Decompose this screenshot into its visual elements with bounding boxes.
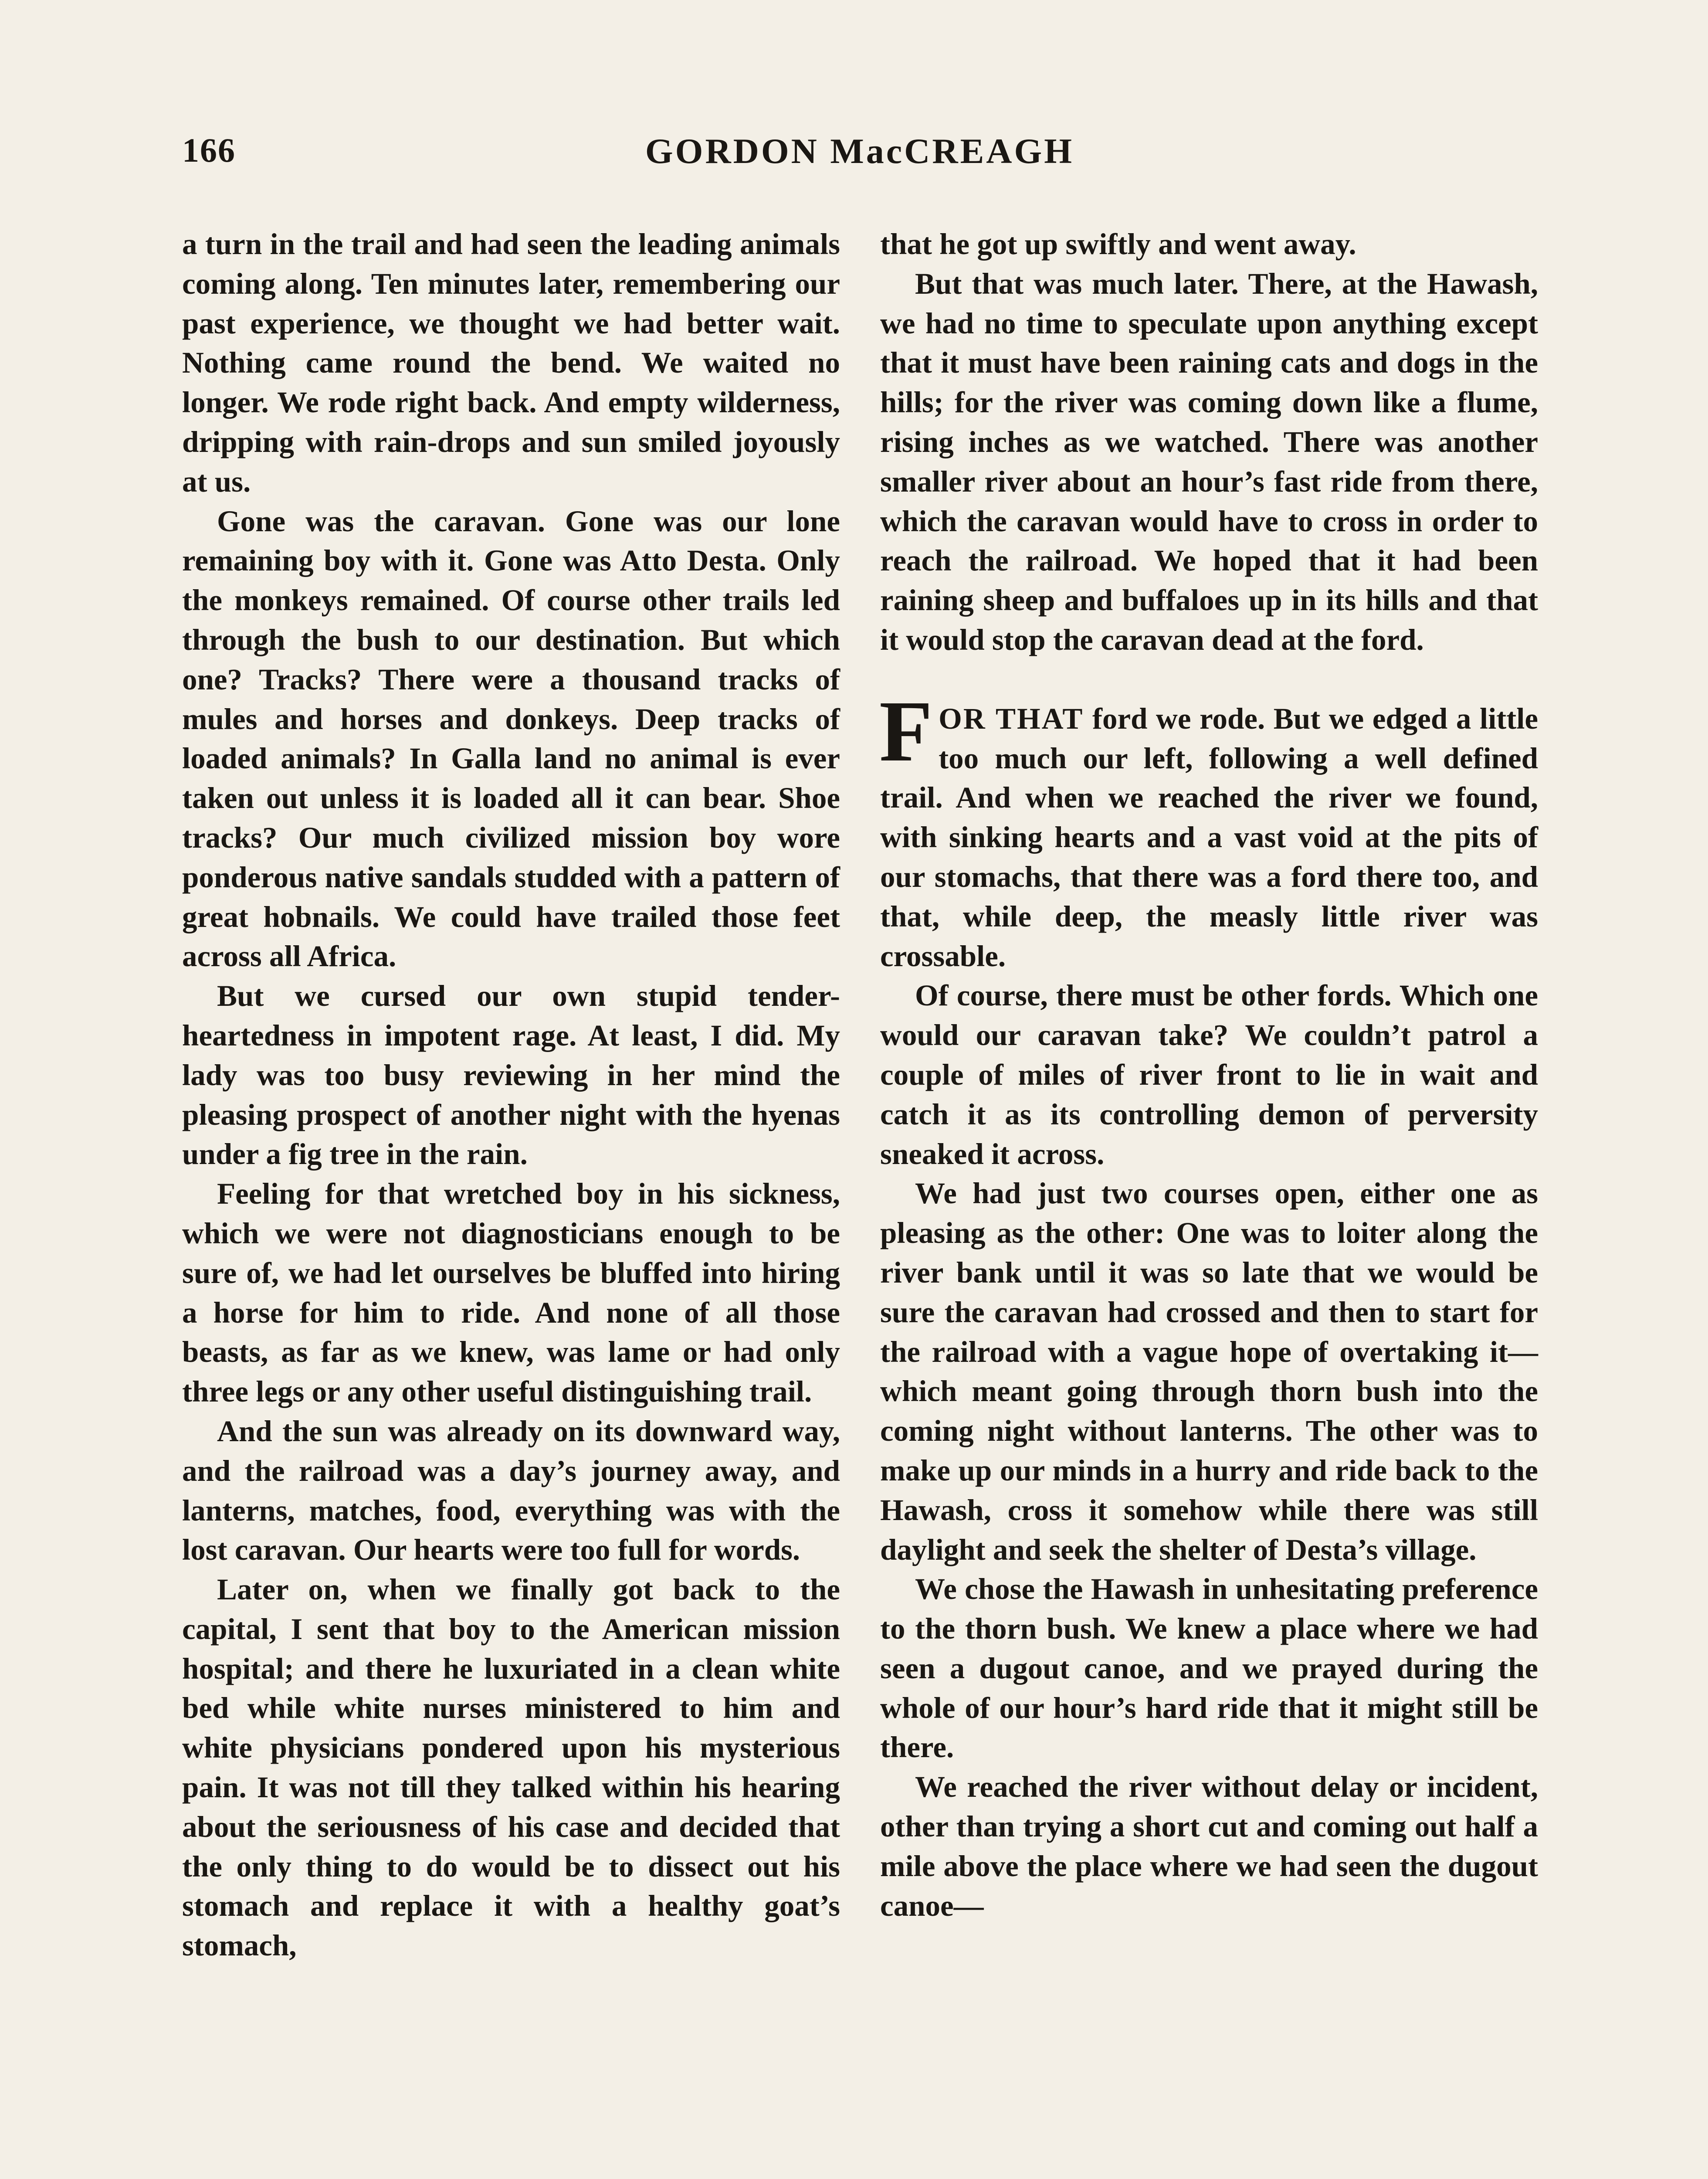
drop-cap: F: [879, 683, 933, 780]
paragraph: We reached the river without delay or incident, other than trying a short cut and coming out half a mile above the place where we had seen the dugout canoe—: [880, 1770, 1538, 1922]
left-column: [182, 224, 840, 1965]
section-text: ford we rode. But we edged a little too much our left, following a well defined trail. And when we reached the river we found, with sinking hearts and a vast void at the pits of our stomachs, that there was a ford there too, and that, while deep, the measly little river was crossable.: [880, 702, 1539, 973]
page-header: [182, 131, 1537, 183]
paragraph: Of course, there must be other fords. Which one would our caravan take? We couldn’t patrol a couple of miles of river front to lie in wait and catch it as its controlling demon of perversity sneaked it across.: [880, 979, 1538, 1171]
paragraph: And the sun was already on its downward way, and the railroad was a day’s journey away, and lanterns, matches, food, everything was with the lost caravan. Our hearts were too full for words.: [182, 1414, 840, 1567]
paragraph: Gone was the caravan. Gone was our lone remaining boy with it. Gone was Atto Desta. Only the monkeys remained. Of course other trails led through the bush to our destination. But which one? Tracks? There were a thousand tracks of mules and horses and donkeys. Deep tracks of loaded animals? In Galla land no animal is ever taken out unless it is loaded all it can bear. Shoe tracks? Our much civilized mission boy wore ponderous native sandals studded with a pattern of great hobnails. We could have trailed those feet across all Africa.: [182, 504, 840, 973]
page-number: 166: [182, 131, 236, 169]
running-head-author: GORDON MacCREAGH: [645, 131, 1074, 171]
paragraph: We had just two courses open, either one as pleasing as the other: One was to loiter along the river bank until it was so late that we would be sure the caravan had crossed and then to start for the railroad with a vague hope of overtaking it—which meant going through thorn bush into the coming night without lanterns. The other was to make up our minds in a hurry and ride back to the Hawash, cross it somehow while there was still daylight and seek the shelter of Desta’s village.: [880, 1177, 1538, 1566]
right-column: [880, 224, 1538, 1925]
section-opening-paragraph: [879, 683, 1539, 976]
paragraph: a turn in the trail and had seen the leading animals coming along. Ten minutes later, remembering our past experience, we thought we had better wait. Nothing came round the bend. We waited no longer. We rode right back. And empty wilderness, dripping with rain-drops and sun smiled joyously at us.: [182, 227, 840, 498]
paragraph: Later on, when we finally got back to the capital, I sent that boy to the American mission hospital; and there he luxuriated in a clean white bed while white nurses ministered to him and white physicians pondered upon his mysterious pain. It was not till they talked within his hearing about the seriousness of his case and decided that the only thing to do would be to dissect out his stomach and replace it with a healthy goat’s stomach,: [182, 1573, 840, 1962]
paragraph: But that was much later. There, at the Hawash, we had no time to speculate upon anything except that it must have been raining cats and dogs in the hills; for the river was coming down like a flume, rising inches as we watched. There was another smaller river about an hour’s fast ride from there, which the caravan would have to cross in order to reach the railroad. We hoped that it had been raining sheep and buffaloes up in its hills and that it would stop the caravan dead at the ford.: [880, 267, 1538, 656]
small-caps-lead: OR THAT: [939, 702, 1084, 735]
paragraph: that he got up swiftly and went away.: [880, 227, 1356, 261]
paragraph: Feeling for that wretched boy in his sickness, which we were not diagnosticians enough to be sure of, we had let ourselves be bluffed into hiring a horse for him to ride. And none of all those beasts, as far as we knew, was lame or had only three legs or any other useful distinguishing trail.: [182, 1177, 840, 1409]
paragraph: But we cursed our own stupid tender-heartedness in impotent rage. At least, I did. My lady was too busy reviewing in her mind the pleasing prospect of another night with the hyenas under a fig tree in the rain.: [182, 979, 840, 1171]
paragraph: We chose the Hawash in unhesitating preference to the thorn bush. We knew a place where we had seen a dugout canoe, and we prayed during the whole of our hour’s hard ride that it might still be there.: [880, 1572, 1538, 1764]
